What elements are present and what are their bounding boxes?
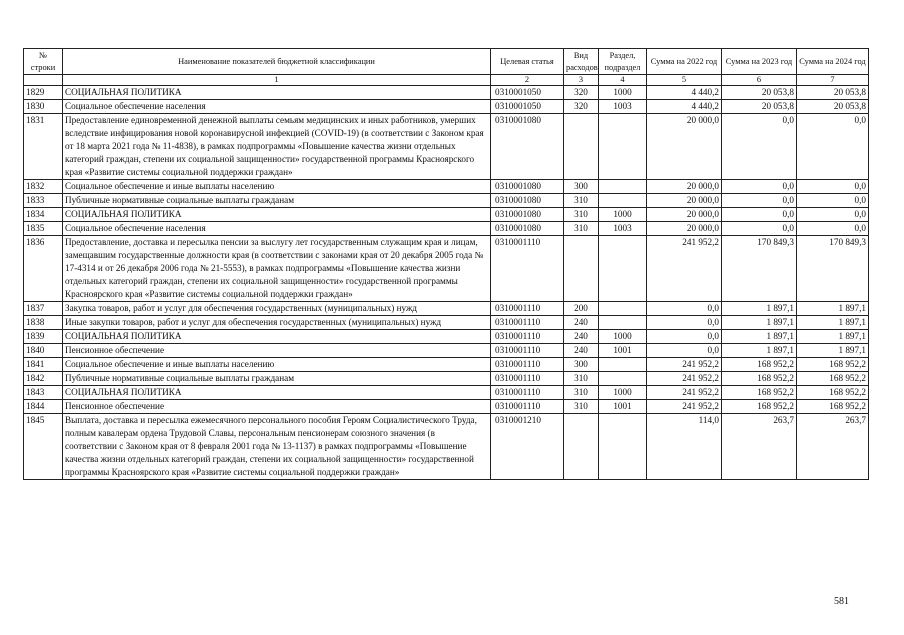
sum-2024-cell: 0,0 <box>797 222 869 236</box>
column-number: 1 <box>63 75 491 86</box>
sum-2023-cell: 263,7 <box>722 414 797 480</box>
indicator-name-cell: Публичные нормативные социальные выплаты гражданам <box>63 372 491 386</box>
indicator-name-cell: Иные закупки товаров, работ и услуг для обеспечения государственных (муниципальных) нужд <box>63 316 491 330</box>
column-number <box>24 75 63 86</box>
target-article-cell: 0310001080 <box>491 222 564 236</box>
target-article-cell: 0310001210 <box>491 414 564 480</box>
section-cell <box>599 180 647 194</box>
expense-kind-cell: 310 <box>564 386 599 400</box>
header-row <box>24 49 869 75</box>
sum-2023-cell: 1 897,1 <box>722 302 797 316</box>
expense-kind-cell: 240 <box>564 344 599 358</box>
row-number-cell: 1841 <box>24 358 63 372</box>
indicator-name-cell: Выплата, доставка и пересылка ежемесячного персонального пособия Героям Социалистического Труда, полным кавалерам ордена Трудовой Славы, персональным пенсионерам союзного значения (в соответствии с Законом края от 8 февраля 2001 года № 13-1137) в рамках подпрограммы «Повышение качества жизни отдельных категорий граждан, степени их социальной защищенности» государственной программы Красноярского края «Развитие системы социальной поддержки граждан» <box>63 414 491 480</box>
indicator-name-cell: Социальное обеспечение населения <box>63 100 491 114</box>
sum-2022-cell: 241 952,2 <box>647 386 722 400</box>
budget-table-page <box>23 48 868 480</box>
expense-kind-cell: 240 <box>564 330 599 344</box>
expense-kind-cell: 310 <box>564 208 599 222</box>
page-number: 581 <box>834 596 849 607</box>
target-article-cell: 0310001110 <box>491 302 564 316</box>
sum-2024-cell: 0,0 <box>797 208 869 222</box>
indicator-name-cell: СОЦИАЛЬНАЯ ПОЛИТИКА <box>63 386 491 400</box>
sum-2022-cell: 241 952,2 <box>647 236 722 302</box>
indicator-name-cell: СОЦИАЛЬНАЯ ПОЛИТИКА <box>63 330 491 344</box>
expense-kind-cell: 320 <box>564 100 599 114</box>
row-number-cell: 1845 <box>24 414 63 480</box>
row-number-cell: 1835 <box>24 222 63 236</box>
column-number: 4 <box>599 75 647 86</box>
row-number-cell: 1836 <box>24 236 63 302</box>
section-cell: 1000 <box>599 386 647 400</box>
sum-2024-cell: 170 849,3 <box>797 236 869 302</box>
sum-2023-cell: 168 952,2 <box>722 372 797 386</box>
sum-2023-cell: 170 849,3 <box>722 236 797 302</box>
header-expense-kind: Вид расходов <box>564 49 599 75</box>
target-article-cell: 0310001110 <box>491 236 564 302</box>
section-cell <box>599 414 647 480</box>
sum-2024-cell: 20 053,8 <box>797 86 869 100</box>
target-article-cell: 0310001050 <box>491 100 564 114</box>
sum-2023-cell: 1 897,1 <box>722 344 797 358</box>
table-row <box>24 372 869 386</box>
table-row <box>24 330 869 344</box>
expense-kind-cell: 200 <box>564 302 599 316</box>
table-row <box>24 86 869 100</box>
expense-kind-cell: 310 <box>564 222 599 236</box>
expense-kind-cell: 300 <box>564 358 599 372</box>
sum-2024-cell: 168 952,2 <box>797 372 869 386</box>
table-row <box>24 100 869 114</box>
section-cell <box>599 114 647 180</box>
sum-2022-cell: 0,0 <box>647 344 722 358</box>
sum-2022-cell: 4 440,2 <box>647 100 722 114</box>
indicator-name-cell: Публичные нормативные социальные выплаты гражданам <box>63 194 491 208</box>
section-cell <box>599 358 647 372</box>
target-article-cell: 0310001080 <box>491 114 564 180</box>
table-row <box>24 222 869 236</box>
sum-2024-cell: 263,7 <box>797 414 869 480</box>
table-row <box>24 358 869 372</box>
expense-kind-cell: 310 <box>564 194 599 208</box>
table-row <box>24 386 869 400</box>
sum-2022-cell: 0,0 <box>647 330 722 344</box>
target-article-cell: 0310001110 <box>491 386 564 400</box>
table-row <box>24 316 869 330</box>
sum-2023-cell: 1 897,1 <box>722 316 797 330</box>
row-number-cell: 1831 <box>24 114 63 180</box>
sum-2023-cell: 0,0 <box>722 180 797 194</box>
section-cell: 1003 <box>599 222 647 236</box>
section-cell: 1003 <box>599 100 647 114</box>
sum-2022-cell: 0,0 <box>647 302 722 316</box>
budget-table <box>23 48 869 480</box>
sum-2022-cell: 20 000,0 <box>647 208 722 222</box>
target-article-cell: 0310001110 <box>491 344 564 358</box>
row-number-cell: 1844 <box>24 400 63 414</box>
table-row <box>24 114 869 180</box>
row-number-cell: 1830 <box>24 100 63 114</box>
row-number-cell: 1833 <box>24 194 63 208</box>
indicator-name-cell: Пенсионное обеспечение <box>63 400 491 414</box>
row-number-cell: 1838 <box>24 316 63 330</box>
expense-kind-cell: 320 <box>564 86 599 100</box>
indicator-name-cell: Социальное обеспечение населения <box>63 222 491 236</box>
row-number-cell: 1843 <box>24 386 63 400</box>
sum-2022-cell: 0,0 <box>647 316 722 330</box>
sum-2024-cell: 168 952,2 <box>797 358 869 372</box>
header-sum-2023: Сумма на 2023 год <box>722 49 797 75</box>
column-number: 2 <box>491 75 564 86</box>
target-article-cell: 0310001080 <box>491 180 564 194</box>
row-number-cell: 1839 <box>24 330 63 344</box>
header-target-article: Целевая статья <box>491 49 564 75</box>
sum-2024-cell: 1 897,1 <box>797 344 869 358</box>
sum-2024-cell: 168 952,2 <box>797 386 869 400</box>
sum-2024-cell: 20 053,8 <box>797 100 869 114</box>
row-number-cell: 1829 <box>24 86 63 100</box>
sum-2024-cell: 0,0 <box>797 194 869 208</box>
sum-2022-cell: 20 000,0 <box>647 114 722 180</box>
sum-2023-cell: 168 952,2 <box>722 400 797 414</box>
indicator-name-cell: СОЦИАЛЬНАЯ ПОЛИТИКА <box>63 208 491 222</box>
column-number: 7 <box>797 75 869 86</box>
sum-2024-cell: 1 897,1 <box>797 302 869 316</box>
header-row-number: № строки <box>24 49 63 75</box>
sum-2024-cell: 0,0 <box>797 114 869 180</box>
section-cell <box>599 316 647 330</box>
sum-2024-cell: 0,0 <box>797 180 869 194</box>
indicator-name-cell: Социальное обеспечение и иные выплаты населению <box>63 180 491 194</box>
expense-kind-cell: 240 <box>564 316 599 330</box>
table-row <box>24 400 869 414</box>
column-number: 6 <box>722 75 797 86</box>
sum-2023-cell: 0,0 <box>722 208 797 222</box>
sum-2023-cell: 168 952,2 <box>722 358 797 372</box>
section-cell: 1000 <box>599 330 647 344</box>
table-row <box>24 208 869 222</box>
indicator-name-cell: Пенсионное обеспечение <box>63 344 491 358</box>
header-section: Раздел, подраздел <box>599 49 647 75</box>
section-cell <box>599 236 647 302</box>
sum-2024-cell: 168 952,2 <box>797 400 869 414</box>
sum-2023-cell: 20 053,8 <box>722 86 797 100</box>
expense-kind-cell: 310 <box>564 400 599 414</box>
sum-2023-cell: 20 053,8 <box>722 100 797 114</box>
sum-2022-cell: 114,0 <box>647 414 722 480</box>
header-name: Наименование показателей бюджетной классификации <box>63 49 491 75</box>
section-cell: 1001 <box>599 400 647 414</box>
row-number-cell: 1840 <box>24 344 63 358</box>
row-number-cell: 1842 <box>24 372 63 386</box>
column-number-row <box>24 75 869 86</box>
expense-kind-cell <box>564 236 599 302</box>
column-number: 3 <box>564 75 599 86</box>
sum-2022-cell: 4 440,2 <box>647 86 722 100</box>
table-row <box>24 302 869 316</box>
sum-2022-cell: 20 000,0 <box>647 194 722 208</box>
section-cell: 1001 <box>599 344 647 358</box>
table-row <box>24 344 869 358</box>
column-number: 5 <box>647 75 722 86</box>
row-number-cell: 1834 <box>24 208 63 222</box>
header-sum-2024: Сумма на 2024 год <box>797 49 869 75</box>
section-cell <box>599 194 647 208</box>
table-row <box>24 236 869 302</box>
indicator-name-cell: Предоставление, доставка и пересылка пенсии за выслугу лет государственным служащим края и лицам, замещавшим государственные должности края (в соответствии с законами края от 20 декабря 2005 года № 17-4314 и от 26 декабря 2006 года № 21-5553), в рамках подпрограммы «Повышение качества жизни отдельных категорий граждан, степени их социальной защищенности» государственной программы Красноярского края «Развитие системы социальной поддержки граждан» <box>63 236 491 302</box>
row-number-cell: 1832 <box>24 180 63 194</box>
indicator-name-cell: Предоставление единовременной денежной выплаты семьям медицинских и иных работников, умерших вследствие инфицирования новой коронавирусной инфекцией (COVID-19) (в соответствии с Законом края от 18 марта 2021 года № 11-4838), в рамках подпрограммы «Повышение качества жизни отдельных категорий граждан, степени их социальной защищенности» государственной программы Красноярского края «Развитие системы социальной поддержки граждан» <box>63 114 491 180</box>
section-cell <box>599 302 647 316</box>
target-article-cell: 0310001080 <box>491 194 564 208</box>
header-sum-2022: Сумма на 2022 год <box>647 49 722 75</box>
target-article-cell: 0310001080 <box>491 208 564 222</box>
target-article-cell: 0310001050 <box>491 86 564 100</box>
target-article-cell: 0310001110 <box>491 330 564 344</box>
sum-2022-cell: 241 952,2 <box>647 372 722 386</box>
target-article-cell: 0310001110 <box>491 358 564 372</box>
table-row <box>24 180 869 194</box>
expense-kind-cell: 300 <box>564 180 599 194</box>
sum-2022-cell: 20 000,0 <box>647 222 722 236</box>
sum-2023-cell: 0,0 <box>722 114 797 180</box>
expense-kind-cell <box>564 114 599 180</box>
indicator-name-cell: Закупка товаров, работ и услуг для обеспечения государственных (муниципальных) нужд <box>63 302 491 316</box>
sum-2023-cell: 0,0 <box>722 194 797 208</box>
row-number-cell: 1837 <box>24 302 63 316</box>
target-article-cell: 0310001110 <box>491 400 564 414</box>
indicator-name-cell: СОЦИАЛЬНАЯ ПОЛИТИКА <box>63 86 491 100</box>
target-article-cell: 0310001110 <box>491 316 564 330</box>
expense-kind-cell <box>564 414 599 480</box>
indicator-name-cell: Социальное обеспечение и иные выплаты населению <box>63 358 491 372</box>
sum-2023-cell: 0,0 <box>722 222 797 236</box>
sum-2023-cell: 1 897,1 <box>722 330 797 344</box>
expense-kind-cell: 310 <box>564 372 599 386</box>
sum-2023-cell: 168 952,2 <box>722 386 797 400</box>
target-article-cell: 0310001110 <box>491 372 564 386</box>
section-cell <box>599 372 647 386</box>
sum-2022-cell: 241 952,2 <box>647 358 722 372</box>
table-row <box>24 414 869 480</box>
sum-2024-cell: 1 897,1 <box>797 330 869 344</box>
sum-2022-cell: 241 952,2 <box>647 400 722 414</box>
section-cell: 1000 <box>599 86 647 100</box>
sum-2024-cell: 1 897,1 <box>797 316 869 330</box>
table-row <box>24 194 869 208</box>
sum-2022-cell: 20 000,0 <box>647 180 722 194</box>
section-cell: 1000 <box>599 208 647 222</box>
